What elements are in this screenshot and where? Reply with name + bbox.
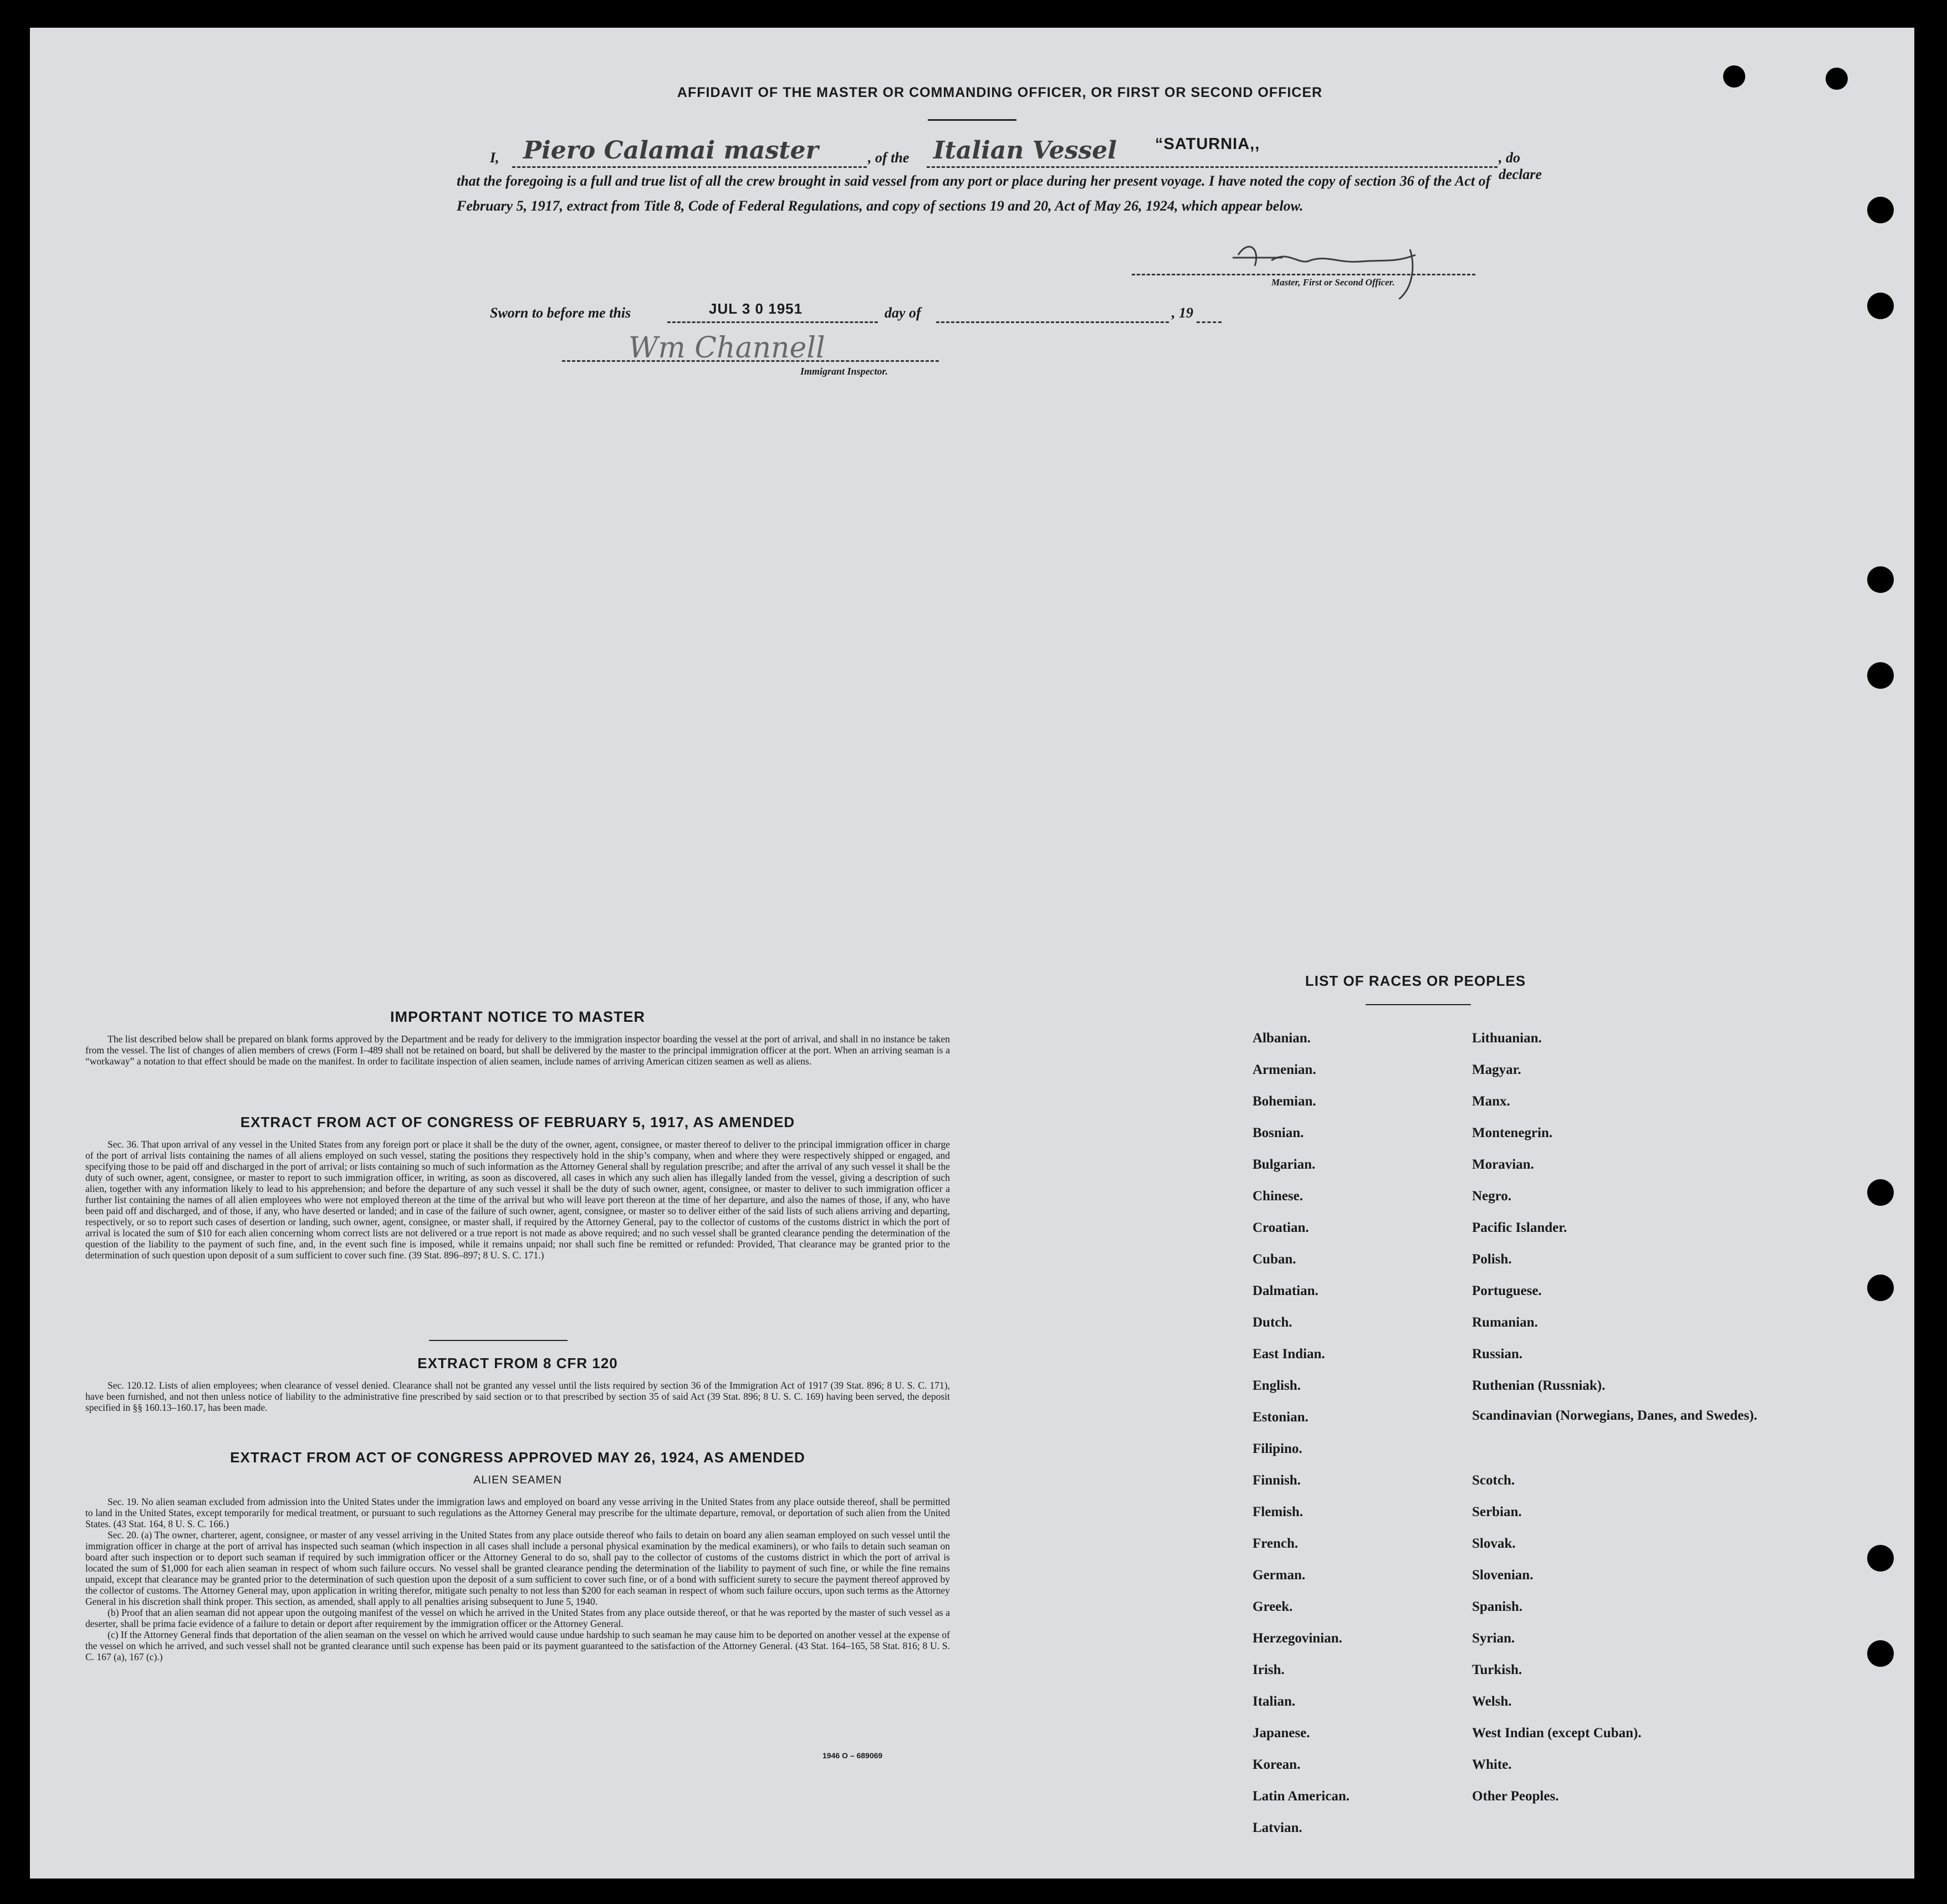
punch-hole — [1867, 566, 1894, 593]
punch-hole — [1826, 68, 1848, 90]
race-item: German. — [1253, 1568, 1306, 1583]
sec-19-paragraph: Sec. 19. No alien seaman excluded from admission into the United States under the immigration laws and employed on board any vesse arriving in the United States from any place outside thereof, shall be permitted to land in the United States, except temporarily for medical treatment, or pursuant to such regulations as the Attorney General may prescribe for the ultimate departure, removal, or deportation of such alien from the United States. (43 Stat. 164, 8 U. S. C. 166.) — [85, 1496, 950, 1529]
extract-1924-title: EXTRACT FROM ACT OF CONGRESS APPROVED MAY 26, 1924, AS AMENDED — [230, 1449, 805, 1466]
year-label: , 19 — [1172, 305, 1193, 321]
notice-title: IMPORTANT NOTICE TO MASTER — [390, 1009, 645, 1025]
vessel-name: “SATURNIA,, — [1155, 135, 1260, 153]
divider — [928, 119, 1016, 121]
race-item: Finnish. — [1253, 1473, 1301, 1488]
sec-20c-paragraph: (c) If the Attorney General finds that deportation of the alien seaman on the vessel on which he arrived would cause undue hardship to such seaman he may cause him to be deported on another vessel at the expense of the vessel on which he arrived, and such vessel shall not be granted clearance until such expense has been paid or its payment guaranteed to the satisfaction of the Attorney General. (43 Stat. 164–165, 58 Stat. 816; 8 U. S. C. 167 (a), 167 (c).) — [85, 1629, 950, 1662]
do-declare-label: , do declare — [1499, 150, 1542, 182]
sworn-line — [490, 300, 1266, 338]
sec-36-paragraph: Sec. 36. That upon arrival of any vessel in the United States from any foreign port or place it shall be the duty of the owner, agent, consignee, or master thereof to deliver to the principal immigration officer in charge of the port of arrival lists containing the names of all aliens employed on such vessel, stating the positions they respectively hold in the ship’s company, when and where they were respectively shipped or engaged, and specifying those to be paid off and discharged in the port of arrival; or lists containing so much of such information as the Attorney General shall by regulation prescribe; and after the arrival of any such vessel it shall be the duty of such owner, agent, consignee, or master to report to such immigration officer, in writing, as soon as discovered, all cases in which any such alien has illegally landed from the vessel, giving a description of such alien, together with any information likely to lead to his apprehension; and before the departure of any such vessel it shall be the duty of such owner, agent, consignee, or master to deliver to such immigration officer a further list containing the names of all alien employees who were not employed thereon at the time of the arrival but who will leave port thereon at the time of her departure, and also the names of those, if any, who have been paid off and discharged, and of those, if any, who have deserted or landed; and in case of the failure of such owner, agent, consignee, or master so to deliver either of the said lists of such aliens arriving and departing, respectively, or so to report such cases of desertion or landing, such owner, agent, consignee, or master shall, if required by the Attorney General, pay to the collector of customs of the customs district in which the port of arrival is located the sum of $10 for each alien concerning whom correct lists are not delivered or a true report is not made as above required; and no such vessel shall be granted clearance pending the determination of the question of the liability to the payment of such fine, and, in the event such fine is imposed, while it remains unpaid; nor shall such fine be remitted or refunded: Provided, That clearance may be granted prior to the determination of such question upon deposit of a sum sufficient to cover such fine. (39 Stat. 896–897; 8 U. S. C. 171.) — [85, 1139, 950, 1261]
race-item: Montenegrin. — [1472, 1125, 1553, 1140]
race-item: Scotch. — [1472, 1473, 1515, 1488]
race-item: Herzegovinian. — [1253, 1631, 1342, 1646]
race-item: Ruthenian (Russniak). — [1472, 1378, 1606, 1393]
race-item: Other Peoples. — [1472, 1789, 1559, 1804]
race-item: Greek. — [1253, 1599, 1293, 1614]
sec-20a-paragraph: Sec. 20. (a) The owner, charterer, agent, consignee, or master of any vessel arriving in the United States from any place outside thereof who fails to detain on board any alien seaman employed on such vessel until the immigration officer in charge at the port of arrival has inspected such seaman (which inspection in all cases shall include a personal physical examination by the medical examiners), or who fails to detain such seaman on board after such inspection or to deport such seaman if required by such immigration officer or the Attorney General to do so, shall pay to the collector of customs of the customs district in which the port of arrival is located the sum of $1,000 for each alien seaman in respect of whom such failure occurs. No vessel shall be granted clearance pending the determination of the liability to payment of such fine, or while the fine remains unpaid, except that clearance may be granted prior to the determination of such question upon the deposit of a sum sufficient to cover such fine, or of a bond with sufficient surety to secure the payment thereof approved by the collector of customs. The Attorney General may, upon application in writing therefor, mitigate such penalty to not less than $200 for each seaman in respect of whom such failure occurs, upon such terms as the Attorney General in his discretion shall think proper. This section, as amended, shall apply to all penalties arising subsequent to June 5, 1940. — [85, 1529, 950, 1607]
declaration-body: that the foregoing is a full and true list of all the crew brought in said vessel from any port or place during her present voyage. I have noted the copy of section 36 of the Act of February 5, 1917, extract from Title 8, Code of Federal Regulations, and copy of sections 19 and 20, Act of May 26, 1924, which appear below. — [457, 173, 1491, 214]
punch-hole — [1867, 197, 1894, 223]
race-item: Russian. — [1472, 1347, 1523, 1362]
signature-line — [1132, 274, 1475, 275]
race-item: Irish. — [1253, 1662, 1285, 1677]
race-item: Bohemian. — [1253, 1094, 1316, 1109]
race-item: Spanish. — [1472, 1599, 1523, 1614]
master-signature-scribble — [1216, 233, 1449, 299]
race-item: English. — [1253, 1378, 1301, 1393]
race-item: Portuguese. — [1472, 1283, 1542, 1298]
notice-text — [85, 1033, 950, 1067]
race-item: Rumanian. — [1472, 1315, 1538, 1330]
race-item: Croatian. — [1253, 1220, 1309, 1235]
race-item: Turkish. — [1472, 1662, 1522, 1677]
races-left-column — [1253, 1022, 1463, 1844]
form-sheet — [30, 28, 1914, 1879]
race-item: Syrian. — [1472, 1631, 1515, 1646]
alien-seamen-subtitle: ALIEN SEAMEN — [473, 1474, 562, 1486]
race-item: Cuban. — [1253, 1252, 1296, 1267]
month-line — [936, 321, 1169, 323]
race-item: Scandinavian (Norwegians, Danes, and Swedes). — [1472, 1408, 1757, 1423]
race-item: Negro. — [1472, 1189, 1512, 1204]
sec-20b-paragraph: (b) Proof that an alien seaman did not appear upon the outgoing manifest of the vessel on which he arrived in the United States from any place outside thereof, or that he was reported by the master of such vessel as a deserter, shall be prima facie evidence of a failure to detain or deport after requirement by the immigration officer or the Attorney General. — [85, 1607, 950, 1629]
race-item: East Indian. — [1253, 1347, 1325, 1362]
punch-hole — [1867, 1179, 1894, 1206]
race-item: Bosnian. — [1253, 1125, 1304, 1140]
punch-hole — [1867, 1545, 1894, 1572]
sworn-date-stamp: JUL 3 0 1951 — [709, 300, 803, 317]
day-of-label: day of — [885, 305, 921, 321]
race-item: Dalmatian. — [1253, 1283, 1319, 1298]
race-item: Serbian. — [1472, 1504, 1522, 1519]
master-name-line — [512, 166, 867, 168]
races-title: LIST OF RACES OR PEOPLES — [1305, 973, 1526, 989]
extract-1917-text — [85, 1139, 950, 1261]
race-item: Polish. — [1472, 1252, 1512, 1267]
vessel-nationality-handwritten: Italian Vessel — [933, 136, 1117, 165]
master-signature — [1216, 233, 1449, 299]
race-item: French. — [1253, 1536, 1299, 1551]
race-item: Korean. — [1253, 1757, 1301, 1772]
race-item: Pacific Islander. — [1472, 1220, 1567, 1235]
races-right-column — [1472, 1022, 1782, 1812]
race-item: Flemish. — [1253, 1504, 1303, 1519]
of-the-label: , of the — [868, 150, 909, 166]
sworn-label: Sworn to before me this — [490, 305, 631, 321]
race-item: Latin American. — [1253, 1789, 1350, 1804]
race-item: Italian. — [1253, 1694, 1296, 1709]
race-item: Slovenian. — [1472, 1568, 1534, 1583]
punch-hole — [1867, 1275, 1894, 1301]
punch-hole — [1867, 662, 1894, 689]
extract-1917-title: EXTRACT FROM ACT OF CONGRESS OF FEBRUARY 5, 1917, AS AMENDED — [240, 1114, 795, 1130]
inspector-label: Immigrant Inspector. — [800, 366, 888, 377]
race-item: Dutch. — [1253, 1315, 1292, 1330]
extract-1924-text — [85, 1496, 950, 1662]
vessel-line — [927, 166, 1498, 168]
signature-label: Master, First or Second Officer. — [1271, 277, 1395, 288]
sworn-date-line — [667, 321, 878, 323]
race-item: Manx. — [1472, 1094, 1510, 1109]
race-item: Albanian. — [1253, 1031, 1311, 1046]
notice-paragraph: The list described below shall be prepared on blank forms approved by the Department and be ready for delivery to the immigration inspector boarding the vessel at the port of arrival, and shall in no instance be taken from the vessel. The list of changes of alien members of crews (Form I–489 shall not be retained on board, but shall be delivered by the master to the principal immigration officer at the port. When an arriving seaman is a “workaway” a notation to that effect should be made on the manifest. In order to facilitate inspection of alien seamen, include names of arriving American citizen seamen as well as aliens. — [85, 1033, 950, 1067]
affidavit-title: AFFIDAVIT OF THE MASTER OR COMMANDING OFFICER, OR FIRST OR SECOND OFFICER — [677, 85, 1323, 100]
race-item: Moravian. — [1472, 1157, 1534, 1172]
race-item: Lithuanian. — [1472, 1031, 1542, 1046]
divider — [1366, 1004, 1471, 1005]
race-item: White. — [1472, 1757, 1512, 1772]
race-item: Estonian. — [1253, 1410, 1309, 1425]
divider — [429, 1340, 568, 1341]
year-line — [1197, 321, 1222, 323]
race-item: West Indian (except Cuban). — [1472, 1726, 1642, 1741]
punch-hole — [1867, 293, 1894, 319]
race-item: Magyar. — [1472, 1062, 1521, 1077]
race-item: Bulgarian. — [1253, 1157, 1316, 1172]
race-item: Welsh. — [1472, 1694, 1512, 1709]
inspector-line — [562, 360, 939, 362]
race-item: Japanese. — [1253, 1726, 1310, 1741]
race-item: Slovak. — [1472, 1536, 1516, 1551]
punch-hole — [1867, 1640, 1894, 1667]
inspector-signature-handwritten: Wm Channell — [628, 331, 825, 365]
extract-8cfr-text — [85, 1380, 950, 1413]
race-item: Armenian. — [1253, 1062, 1316, 1077]
i-label: I, — [490, 150, 499, 166]
print-code: 1946 O – 689069 — [822, 1751, 883, 1760]
punch-hole — [1723, 65, 1745, 88]
sec-120-paragraph: Sec. 120.12. Lists of alien employees; when clearance of vessel denied. Clearance shall not be granted any vessel until the lists required by section 36 of the Immigration Act of 1917 (39 Stat. 896; 8 U. S. C. 171), have been furnished, and not then unless notice of liability to the administrative fine prescribed by said section or to that prescribed by section 35 of said Act (39 Stat. 896; 8 U. S. C. 169) having been served, the deposit specified in §§ 160.13–160.17, has been made. — [85, 1380, 950, 1413]
race-item: Chinese. — [1253, 1189, 1303, 1204]
extract-8cfr-title: EXTRACT FROM 8 CFR 120 — [417, 1355, 618, 1371]
race-item: Filipino. — [1253, 1441, 1302, 1456]
race-item: Latvian. — [1253, 1820, 1302, 1835]
master-name-handwritten: Piero Calamai master — [523, 136, 819, 165]
